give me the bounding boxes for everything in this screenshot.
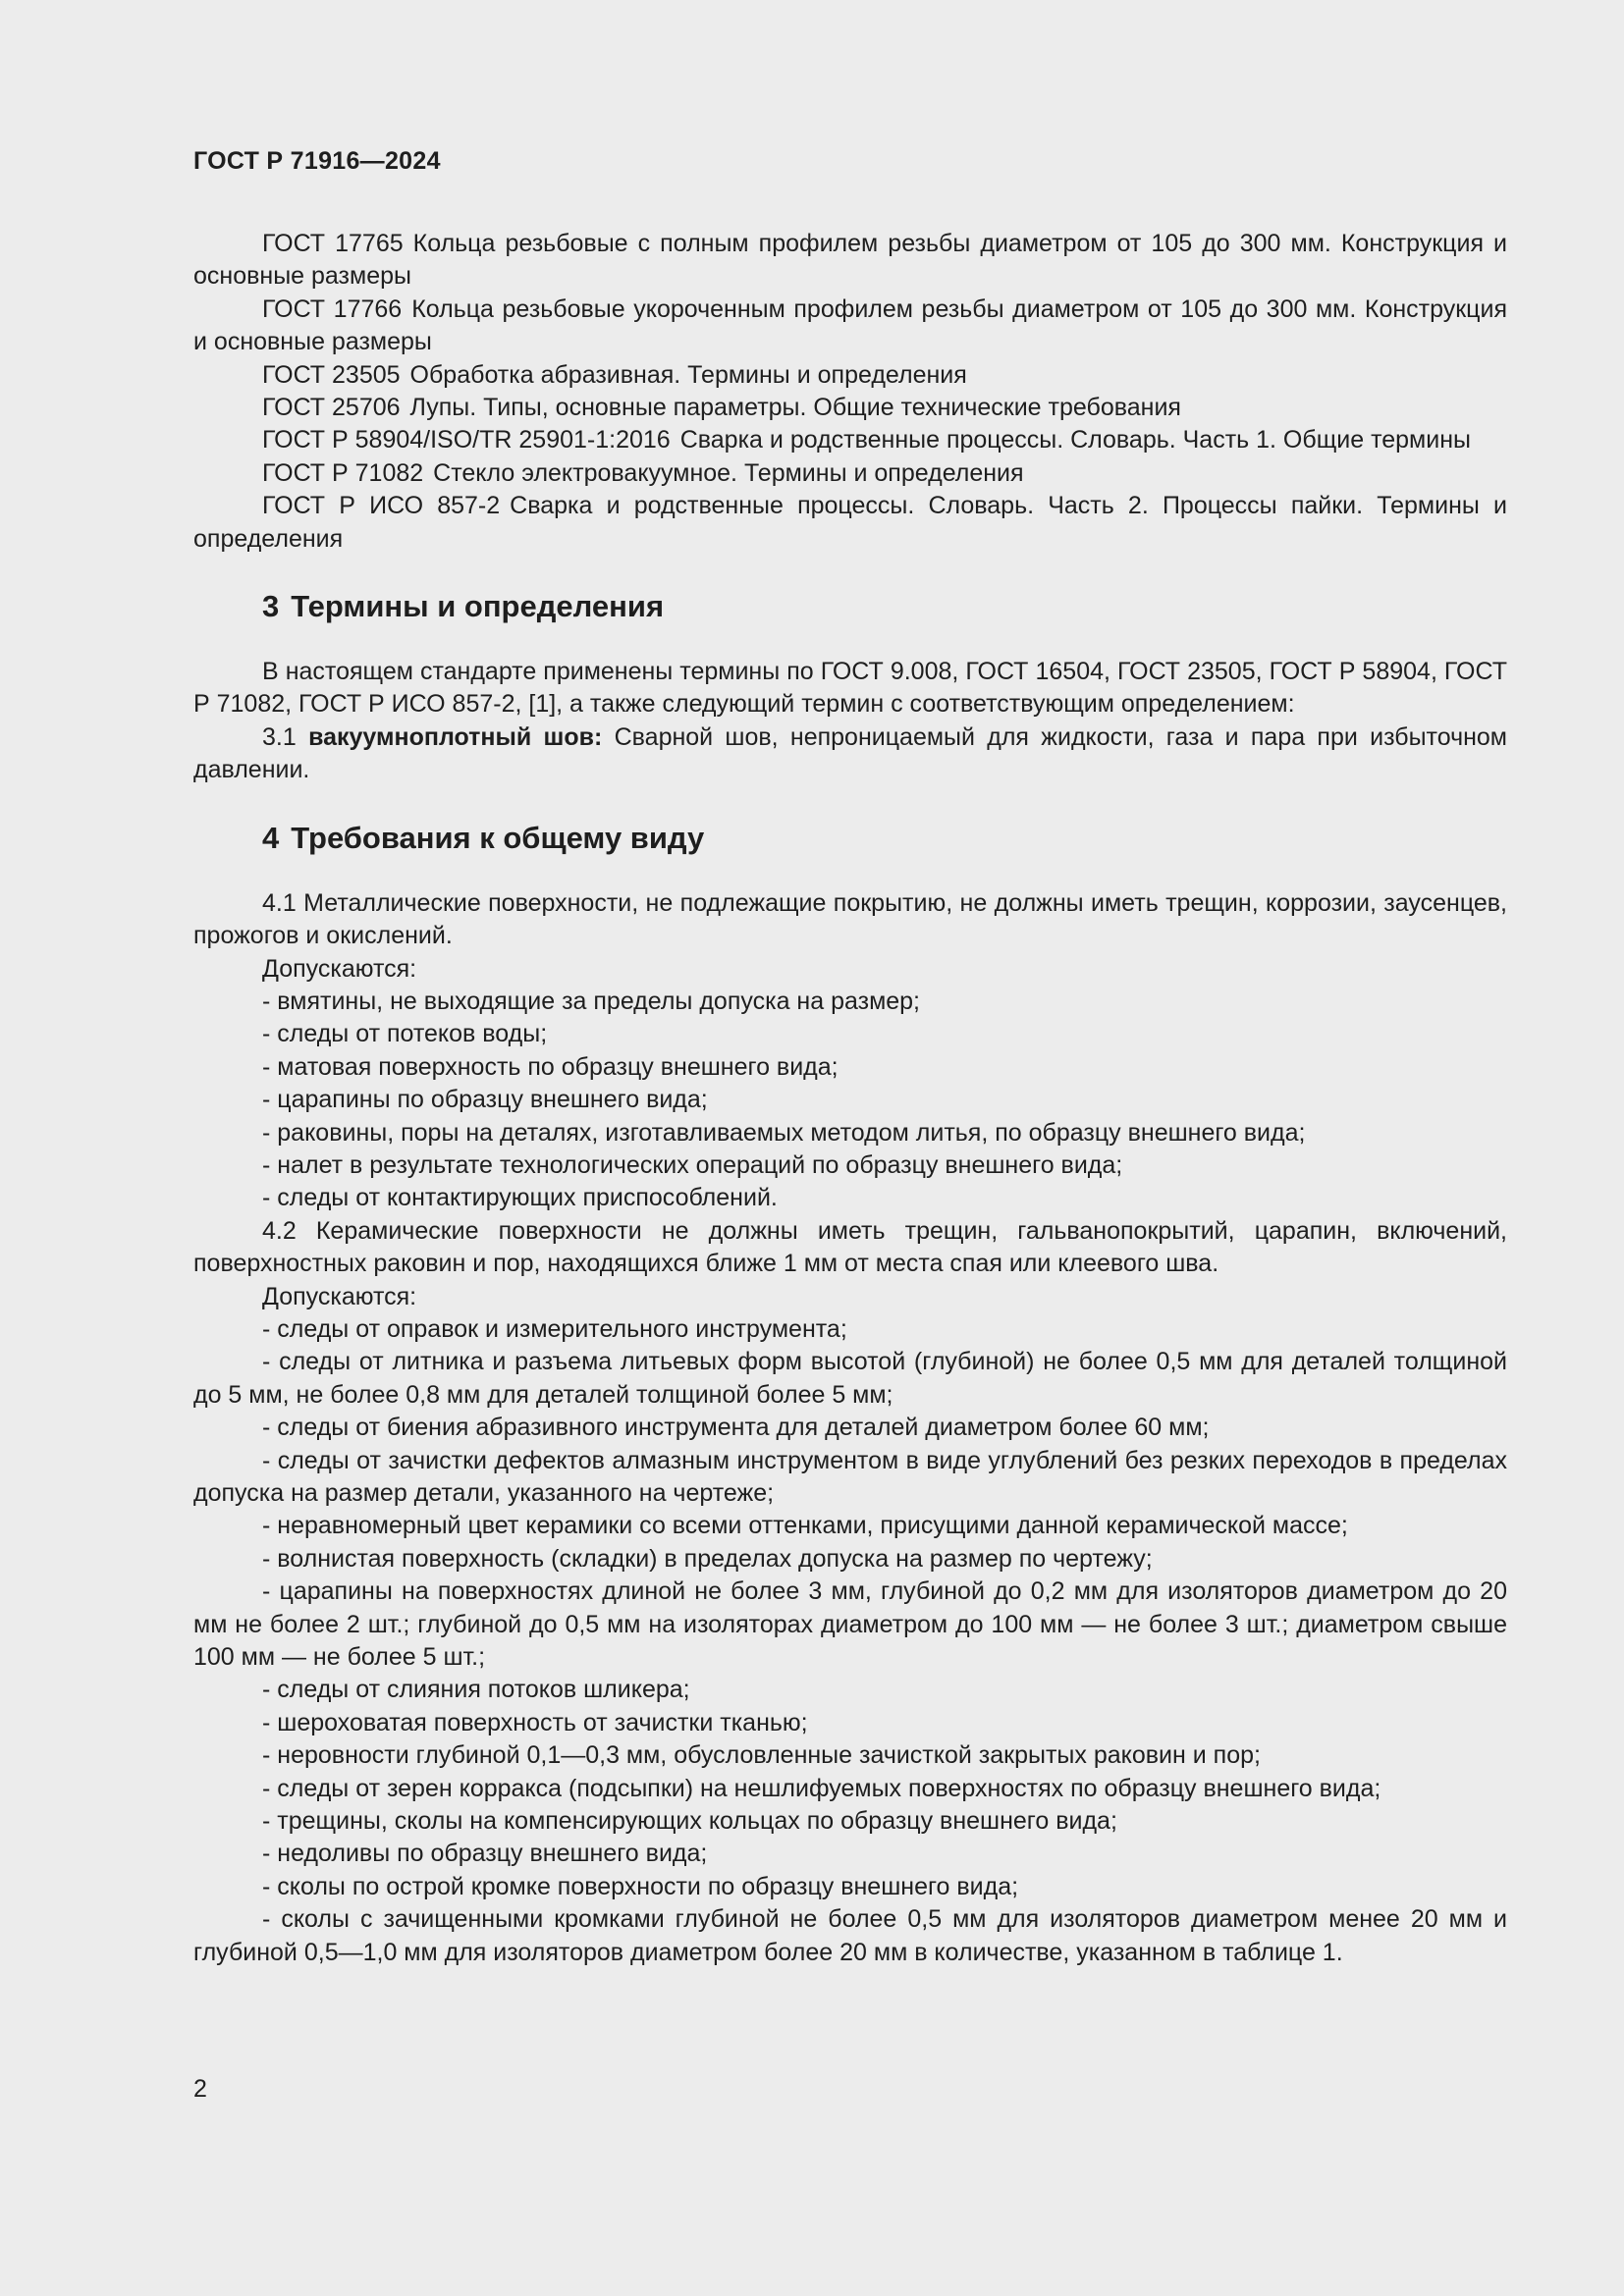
document-page bbox=[193, 145, 1507, 1969]
allowed-label: Допускаются: bbox=[262, 1282, 417, 1310]
paragraph-4-1: 4.1 Металлические поверхности, не подлежащие покрытию, не должны иметь трещин, коррозии, заусенцев, прожогов и окислений. bbox=[193, 888, 1507, 950]
section-3-intro: В настоящем стандарте применены термины по ГОСТ 9.008, ГОСТ 16504, ГОСТ 23505, ГОСТ Р 58904, ГОСТ Р 71082, ГОСТ Р ИСО 857-2, [1], а также следующий термин с соответствующим определением: bbox=[193, 658, 1507, 719]
list-item: - вмятины, не выходящие за пределы допуска на размер; bbox=[262, 987, 921, 1015]
reference-title: Обработка абразивная. Термины и определения bbox=[409, 360, 967, 389]
reference-item bbox=[193, 228, 1507, 294]
list-item: - следы от потеков воды; bbox=[262, 1020, 548, 1048]
reference-item bbox=[193, 490, 1507, 556]
document-header: ГОСТ Р 71916—2024 bbox=[193, 147, 441, 175]
ceramic-allowances-list bbox=[193, 1313, 1507, 1969]
term-definition bbox=[193, 721, 1507, 787]
reference-code: ГОСТ 23505 bbox=[262, 360, 401, 389]
list-item: - следы от литника и разъема литьевых форм высотой (глубиной) не более 0,5 мм для деталей толщиной до 5 мм, не более 0,8 мм для деталей толщиной более 5 мм; bbox=[193, 1348, 1507, 1409]
list-item: - трещины, сколы на компенсирующих кольцах по образцу внешнего вида; bbox=[262, 1807, 1117, 1836]
reference-code: ГОСТ Р 58904/ISO/TR 25901-1:2016 bbox=[262, 426, 671, 454]
reference-item bbox=[193, 457, 1507, 490]
reference-code: ГОСТ Р 71082 bbox=[262, 458, 424, 487]
section-title: Требования к общему виду bbox=[291, 820, 705, 855]
reference-title: Кольца резьбовые укороченным профилем резьбы диаметром от 105 до 300 мм. Конструкция и основные размеры bbox=[193, 294, 1507, 356]
reference-title: Кольца резьбовые с полным профилем резьбы диаметром от 105 до 300 мм. Конструкция и основные размеры bbox=[193, 230, 1507, 291]
list-item: - сколы с зачищенными кромками глубиной не более 0,5 мм для изоляторов диаметром менее 20 мм и глубиной 0,5—1,0 мм для изоляторов диаметром более 20 мм в количестве, указанном в таблице 1. bbox=[193, 1905, 1507, 1966]
reference-title: Стекло электровакуумное. Термины и определения bbox=[433, 458, 1024, 487]
section-title: Термины и определения bbox=[291, 589, 665, 624]
list-item: - следы от слияния потоков шликера; bbox=[262, 1676, 690, 1704]
metal-allowances-list bbox=[193, 986, 1507, 1215]
reference-code: ГОСТ 17766 bbox=[262, 294, 403, 323]
reference-item bbox=[193, 294, 1507, 359]
reference-title: Лупы. Типы, основные параметры. Общие технические требования bbox=[409, 394, 1181, 422]
list-item: - царапины на поверхностях длиной не более 3 мм, глубиной до 0,2 мм для изоляторов диаметром до 20 мм не более 2 шт.; глубиной до 0,5 мм на изоляторах диаметром до 100 мм — не более 3 шт.; диаметром свыше 100 мм — не более 5 шт.; bbox=[193, 1577, 1507, 1672]
list-item: - раковины, поры на деталях, изготавливаемых методом литья, по образцу внешнего вида; bbox=[262, 1118, 1306, 1147]
reference-title: Сварка и родственные процессы. Словарь. Часть 2. Процессы пайки. Термины и определения bbox=[193, 492, 1507, 553]
list-item: - налет в результате технологических операций по образцу внешнего вида; bbox=[262, 1150, 1123, 1179]
page-number: 2 bbox=[193, 2075, 207, 2103]
reference-title: Сварка и родственные процессы. Словарь. Часть 1. Общие термины bbox=[679, 426, 1471, 454]
list-item: - шероховатая поверхность от зачистки тканью; bbox=[262, 1708, 808, 1736]
list-item: - следы от зерен корракса (подсыпки) на нешлифуемых поверхностях по образцу внешнего вида; bbox=[262, 1774, 1381, 1802]
reference-item bbox=[193, 392, 1507, 424]
allowed-label: Допускаются: bbox=[262, 954, 417, 983]
list-item: - неравномерный цвет керамики со всеми оттенками, присущими данной керамической массе; bbox=[262, 1512, 1348, 1540]
reference-code: ГОСТ 17765 bbox=[262, 230, 404, 257]
list-item: - недоливы по образцу внешнего вида; bbox=[262, 1840, 708, 1868]
list-item: - следы от биения абразивного инструмента для деталей диаметром более 60 мм; bbox=[262, 1414, 1210, 1442]
term-number: 3.1 bbox=[262, 722, 297, 751]
section-number: 4 bbox=[262, 820, 280, 855]
list-item: - неровности глубиной 0,1—0,3 мм, обусловленные зачисткой закрытых раковин и пор; bbox=[262, 1741, 1261, 1770]
section-number: 3 bbox=[262, 589, 280, 624]
paragraph-4-2: 4.2 Керамические поверхности не должны иметь трещин, гальванопокрытий, царапин, включений, поверхностных раковин и пор, находящихся ближе 1 мм от места спая или клеевого шва. bbox=[193, 1216, 1507, 1278]
reference-item bbox=[193, 424, 1507, 456]
term-text: Сварной шов, непроницаемый для жидкости, газа и пара при избыточном давлении. bbox=[193, 722, 1507, 784]
list-item: - сколы по острой кромке поверхности по образцу внешнего вида; bbox=[262, 1872, 1019, 1900]
term-name: вакуумноплотный шов: bbox=[308, 722, 603, 751]
normative-references bbox=[193, 228, 1507, 556]
list-item: - волнистая поверхность (складки) в пределах допуска на размер по чертежу; bbox=[262, 1544, 1153, 1573]
list-item: - следы от оправок и измерительного инструмента; bbox=[262, 1314, 847, 1343]
reference-code: ГОСТ Р ИСО 857-2 bbox=[262, 492, 501, 520]
list-item: - матовая поверхность по образцу внешнего вида; bbox=[262, 1052, 839, 1081]
list-item: - царапины по образцу внешнего вида; bbox=[262, 1086, 708, 1114]
section-4-heading bbox=[262, 819, 1507, 858]
list-item: - следы от зачистки дефектов алмазным инструментом в виде углублений без резких переходов в пределах допуска на размер детали, указанного на чертеже; bbox=[193, 1446, 1507, 1507]
section-3-heading bbox=[262, 587, 1507, 626]
reference-item bbox=[193, 359, 1507, 392]
list-item: - следы от контактирующих приспособлений. bbox=[262, 1184, 778, 1212]
reference-code: ГОСТ 25706 bbox=[262, 394, 401, 422]
